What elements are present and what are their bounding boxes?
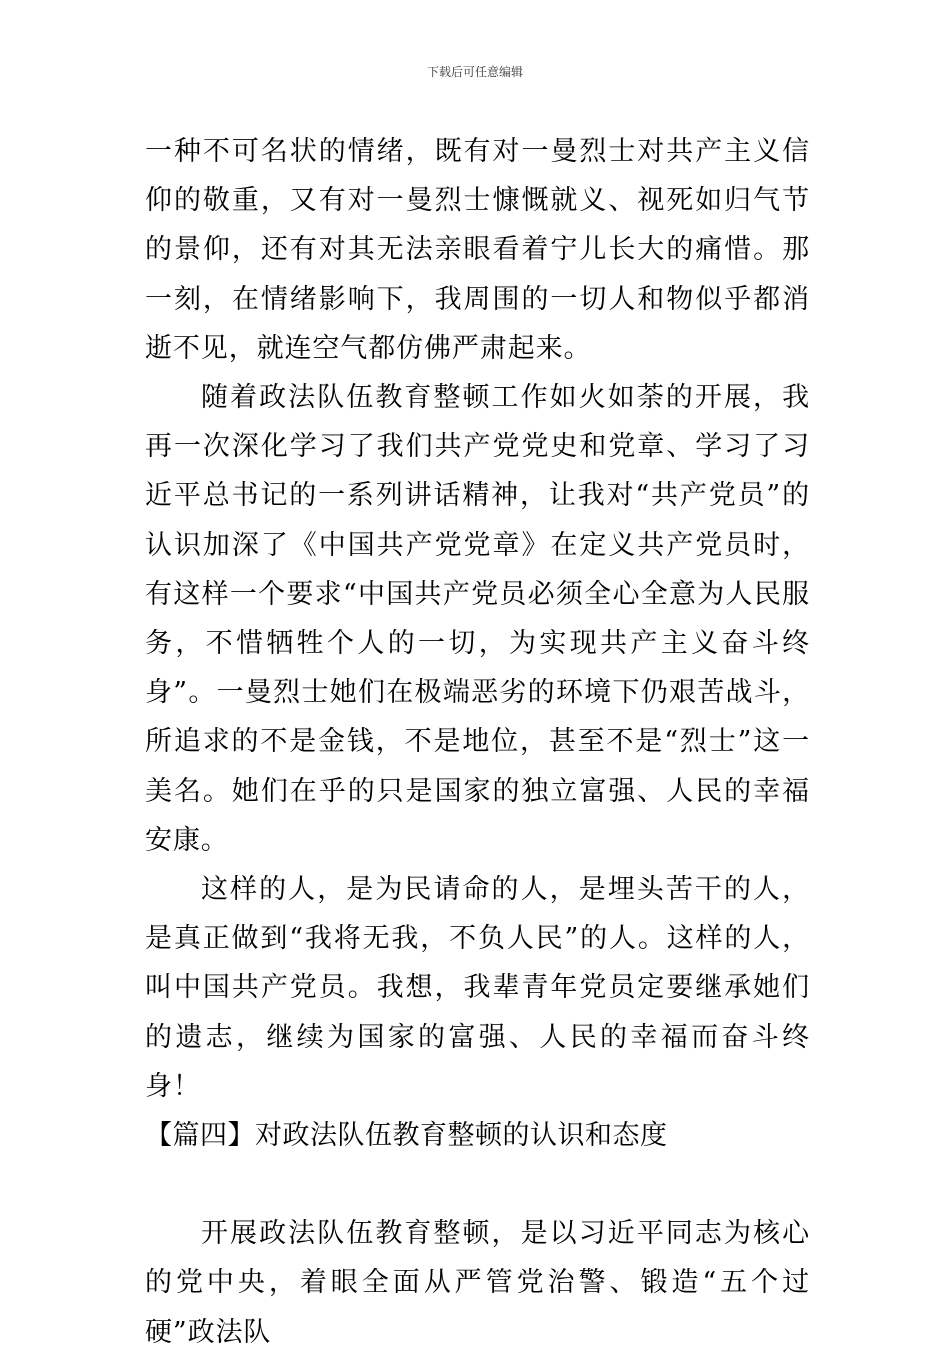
page-header: 下载后可任意编辑 (426, 65, 523, 79)
paragraph-3: 这样的人，是为民请命的人，是埋头苦干的人，是真正做到“我将无我，不负人民”的人。这样的人，叫中国共产党员。我想，我辈青年党员定要继承她们的遗志，继续为国家的富强、人民的幸福而奋斗终身！ (145, 874, 810, 1102)
paragraph-2: 随着政法队伍教育整顿工作如火如荼的开展，我再一次深化学习了我们共产党党史和党章、学习了习近平总书记的一系列讲话精神，让我对“共产党员”的认识加深了《中国共产党党章》在定义共产党员时，有这样一个要求“中国共产党员必须全心全意为人民服务，不惜牺牲个人的一切，为实现共产主义奋斗终身”。一曼烈士她们在极端恶劣的环境下仍艰苦战斗，所追求的不是金钱，不是地位，甚至不是“烈士”这一美名。她们在乎的只是国家的独立富强、人民的幸福安康。 (145, 382, 810, 856)
blank-line (145, 1160, 810, 1209)
section-heading: 【篇四】对政法队伍教育整顿的认识和态度 (145, 1120, 668, 1152)
paragraph-4: 开展政法队伍教育整顿，是以习近平同志为核心的党中央，着眼全面从严管党治警、锻造“五个过硬”政法队 (145, 1218, 810, 1348)
document-body (145, 127, 810, 1357)
paragraph-1: 一种不可名状的情绪，既有对一曼烈士对共产主义信仰的敬重，又有对一曼烈士慷慨就义、视死如归气节的景仰，还有对其无法亲眼看着宁儿长大的痛惜。那一刻，在情绪影响下，我周围的一切人和物似乎都消逝不见，就连空气都仿佛严肃起来。 (145, 136, 810, 364)
